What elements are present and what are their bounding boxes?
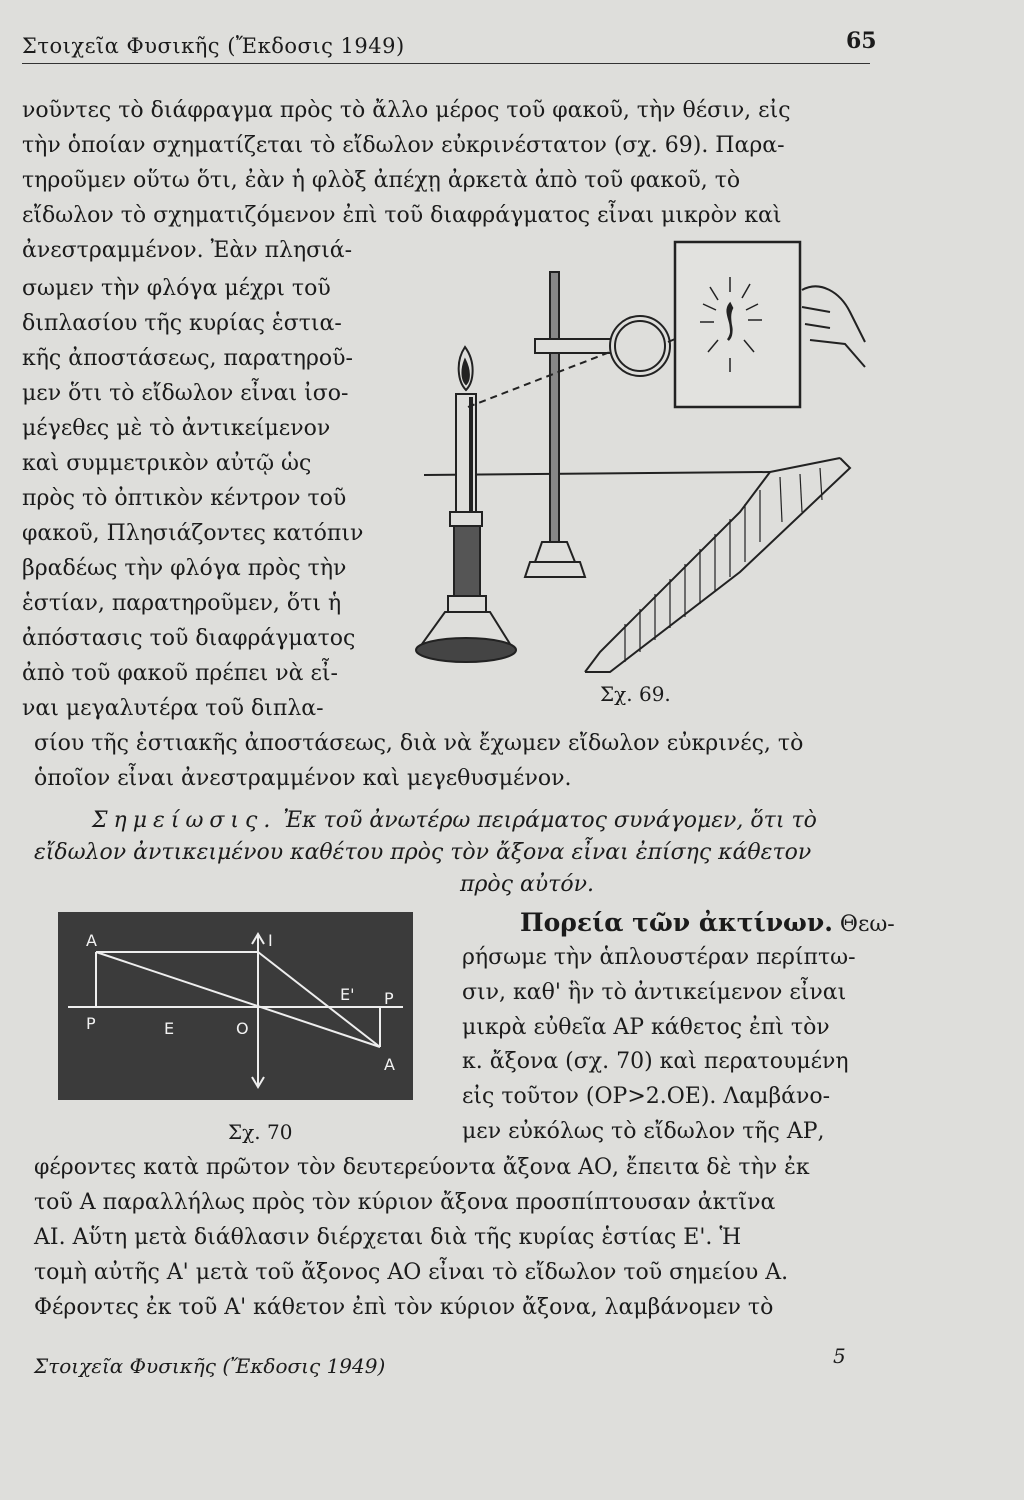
- text-line: ὁποῖον εἶναι ἀνεστραμμένον καὶ μεγεθυσμένον.: [34, 766, 572, 791]
- text-line: σίου τῆς ἑστιακῆς ἀποστάσεως, διὰ νὰ ἔχωμεν εἴδωλον εὐκρινές, τὸ: [34, 731, 804, 756]
- footer-title: Στοιχεῖα Φυσικῆς (Ἔκδοσις 1949): [34, 1354, 386, 1378]
- text-line: ΑΙ. Αὕτη μετὰ διάθλασιν διέρχεται διὰ τῆς κυρίας ἑστίας Ε'. Ἡ: [34, 1225, 742, 1250]
- text-line: ἀπὸ τοῦ φακοῦ πρέπει νὰ εἶ-: [22, 661, 338, 686]
- label-A-prime: A: [384, 1055, 395, 1074]
- label-P-prime: P: [384, 989, 394, 1008]
- section-heading: Πορεία τῶν ἀκτίνων.: [520, 908, 833, 937]
- section-text: Θεω-: [839, 912, 895, 937]
- text-line: φακοῦ, Πλησιάζοντες κατόπιν: [22, 521, 364, 546]
- text-line: ἑστίαν, παρατηροῦμεν, ὅτι ἡ: [22, 591, 342, 616]
- screen-drawing: [675, 242, 800, 407]
- text-line: μικρὰ εὐθεῖα ΑΡ κάθετος ἐπὶ τὸν: [462, 1015, 830, 1040]
- text-line: τὴν ὁποίαν σχηματίζεται τὸ εἴδωλον εὐκρινέστατον (σχ. 69). Παρα-: [22, 133, 785, 158]
- text-line: ρήσωμε τὴν ἁπλουστέραν περίπτω-: [462, 945, 856, 970]
- hand-drawing: [802, 286, 865, 367]
- text-line: ἀπόστασις τοῦ διαφράγματος: [22, 626, 356, 651]
- label-A: A: [86, 931, 97, 950]
- figure-70-caption: Σχ. 70: [228, 1120, 293, 1144]
- text-line: διπλασίου τῆς κυρίας ἑστια-: [22, 311, 342, 336]
- text-line: μεν ὅτι τὸ εἴδωλον εἶναι ἰσο-: [22, 381, 349, 406]
- text-line: φέροντες κατὰ πρῶτον τὸν δευτερεύοντα ἄξονα ΑΟ, ἔπειτα δὲ τὴν ἐκ: [34, 1155, 810, 1180]
- label-O: O: [236, 1019, 249, 1038]
- note-line: πρὸς αὐτόν.: [460, 872, 594, 897]
- candle-drawing: [416, 347, 516, 662]
- text-line: καὶ συμμετρικὸν αὐτῷ ὡς: [22, 451, 312, 476]
- text-line: μέγεθες μὲ τὸ ἀντικείμενον: [22, 416, 331, 441]
- text-line: νοῦντες τὸ διάφραγμα πρὸς τὸ ἄλλο μέρος τοῦ φακοῦ, τὴν θέσιν, εἰς: [22, 98, 791, 123]
- label-E-prime: E': [340, 985, 355, 1004]
- text-line: τηροῦμεν οὕτω ὅτι, ἐὰν ἡ φλὸξ ἀπέχῃ ἀρκετὰ ἀπὸ τοῦ φακοῦ, τὸ: [22, 168, 741, 193]
- text-line: σιν, καθ' ἣν τὸ ἀντικείμενον εἶναι: [462, 980, 847, 1005]
- lens-stand-drawing: [525, 272, 670, 577]
- figure-69-caption: Σχ. 69.: [600, 682, 671, 706]
- text-line: σωμεν τὴν φλόγα μέχρι τοῦ: [22, 276, 331, 301]
- note-label: Σημείωσις.: [92, 808, 277, 833]
- footer-signature: 5: [833, 1344, 846, 1368]
- section-heading-line: [520, 910, 895, 938]
- text-line: ἀνεστραμμένον. Ἐὰν πλησιά-: [22, 238, 353, 263]
- label-P: P: [86, 1014, 96, 1033]
- running-header-title: Στοιχεῖα Φυσικῆς (Ἔκδοσις 1949): [22, 34, 405, 58]
- note-text: Ἐκ τοῦ ἀνωτέρω πειράματος συνάγομεν, ὅτι τὸ: [283, 808, 817, 833]
- figure-69-illustration: [410, 232, 880, 692]
- text-line: τοῦ Α παραλλήλως πρὸς τὸν κύριον ἄξονα προσπίπτουσαν ἀκτῖνα: [34, 1190, 776, 1215]
- note-line: εἴδωλον ἀντικειμένου καθέτου πρὸς τὸν ἄξονα εἶναι ἐπίσης κάθετον: [34, 840, 812, 865]
- label-E: E: [164, 1019, 175, 1038]
- text-line: ναι μεγαλυτέρα τοῦ διπλα-: [22, 696, 324, 721]
- text-line: εἴδωλον τὸ σχηματιζόμενον ἐπὶ τοῦ διαφράγματος εἶναι μικρὸν καὶ: [22, 203, 782, 228]
- text-line: πρὸς τὸ ὀπτικὸν κέντρον τοῦ: [22, 486, 347, 511]
- text-line: κῆς ἀποστάσεως, παρατηροῦ-: [22, 346, 353, 371]
- text-line: μεν εὐκόλως τὸ εἴδωλον τῆς ΑΡ,: [462, 1119, 825, 1144]
- note-line: [92, 808, 817, 834]
- label-I: I: [268, 931, 273, 950]
- text-line: βραδέως τὴν φλόγα πρὸς τὴν: [22, 556, 347, 581]
- header-rule: [22, 63, 870, 64]
- page-number: 65: [846, 28, 877, 54]
- text-line: κ. ἄξονα (σχ. 70) καὶ περατουμένη: [462, 1049, 849, 1074]
- text-line: Φέροντες ἐκ τοῦ Α' κάθετον ἐπὶ τὸν κύριον ἄξονα, λαμβάνομεν τὸ: [34, 1295, 774, 1320]
- text-line: τομὴ αὐτῆς Α' μετὰ τοῦ ἄξονος ΑΟ εἶναι τὸ εἴδωλον τοῦ σημείου Α.: [34, 1260, 789, 1285]
- text-line: εἰς τοῦτον (ΟΡ>2.ΟΕ). Λαμβάνο-: [462, 1084, 831, 1109]
- figure-70-ray-diagram: [58, 912, 413, 1100]
